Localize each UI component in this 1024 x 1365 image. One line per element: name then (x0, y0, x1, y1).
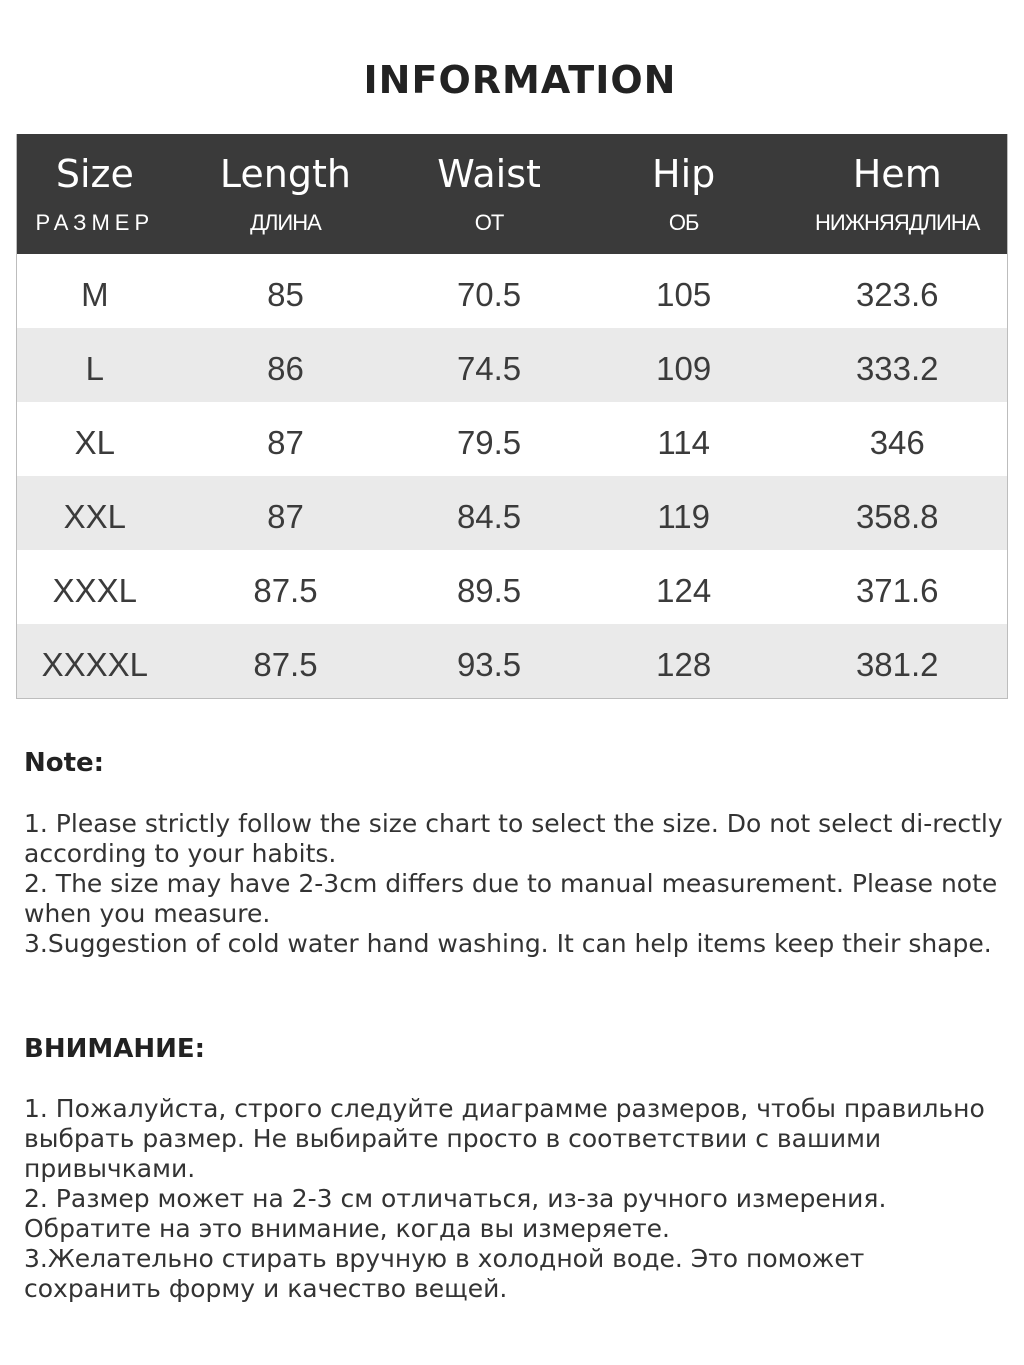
cell-waist: 84.5 (456, 498, 522, 535)
header-hip-label-ru: ОБ (668, 210, 699, 235)
table-row (17, 476, 1007, 550)
cell-waist: 79.5 (456, 424, 522, 461)
size-chart-table (16, 134, 1008, 699)
note-ru-item-1: 1. Пожалуйста, строго следуйте диаграмме размеров, чтобы правильно выбрать размер. Не выбирайте просто в соответствии с вашими привычками. (24, 1094, 985, 1183)
note-body-ru (24, 1094, 1009, 1304)
cell-hem: 381.2 (855, 646, 939, 683)
cell-length: 86 (267, 350, 304, 387)
cell-length: 87.5 (253, 646, 318, 683)
table-row (17, 624, 1007, 698)
cell-length: 85 (267, 276, 304, 313)
cell-hip: 114 (657, 424, 710, 461)
cell-length: 87.5 (253, 572, 318, 609)
table-row (17, 328, 1007, 402)
cell-length: 87 (267, 498, 304, 535)
cell-hip: 119 (657, 498, 710, 535)
note-heading-en: Note: (24, 748, 105, 778)
header-hip-label: Hip (652, 152, 716, 196)
header-hem (787, 134, 1007, 254)
cell-size: XXL (63, 498, 127, 535)
cell-size: M (81, 276, 109, 313)
header-length (173, 134, 399, 254)
header-length-label-ru: ДЛИНА (250, 210, 321, 235)
cell-size: XXXL (52, 572, 138, 609)
cell-size: L (85, 350, 105, 387)
note-ru-item-2: 2. Размер может на 2-3 см отличаться, из-за ручного измерения. Обратите на это внимание, когда вы измеряете. (24, 1184, 887, 1243)
note-en-item-1: 1. Please strictly follow the size chart to select the size. Do not select di-rectly according to your habits. (24, 809, 1003, 868)
cell-size: XL (74, 424, 116, 461)
page-title: INFORMATION (363, 58, 677, 102)
header-size-label-ru: РАЗМЕР (35, 210, 155, 235)
cell-length: 87 (267, 424, 304, 461)
header-hem-label: Hem (852, 152, 942, 196)
header-size-label: Size (55, 152, 134, 196)
cell-hip: 124 (656, 572, 712, 609)
cell-size: XXXXL (41, 646, 149, 683)
cell-hem: 333.2 (855, 350, 939, 387)
cell-hem: 346 (869, 424, 925, 461)
header-waist-label-ru: ОТ (474, 210, 504, 235)
cell-waist: 74.5 (456, 350, 522, 387)
note-body-en (24, 809, 1009, 959)
header-waist (398, 134, 580, 254)
cell-hip: 109 (656, 350, 712, 387)
cell-hem: 323.6 (855, 276, 939, 313)
header-waist-label: Waist (437, 152, 541, 196)
cell-waist: 89.5 (456, 572, 522, 609)
cell-hip: 105 (656, 276, 712, 313)
note-ru-item-3: 3.Желательно стирать вручную в холодной воде. Это поможет сохранить форму и качество вещей. (24, 1244, 865, 1303)
cell-waist: 93.5 (456, 646, 522, 683)
note-heading-ru: ВНИМАНИЕ: (24, 1034, 206, 1064)
note-en-item-2: 2. The size may have 2-3cm differs due to manual measurement. Please note when you measure. (24, 869, 998, 928)
header-size (17, 134, 173, 254)
header-length-label: Length (219, 152, 351, 196)
cell-hem: 371.6 (855, 572, 939, 609)
header-hip (580, 134, 788, 254)
table-header (17, 134, 1007, 254)
cell-hem: 358.8 (855, 498, 939, 535)
table-row (17, 402, 1007, 476)
table-row (17, 254, 1007, 328)
cell-waist: 70.5 (456, 276, 522, 313)
header-hem-label-ru: НИЖНЯЯДЛИНА (815, 210, 980, 235)
table-row (17, 550, 1007, 624)
note-en-item-3: 3.Suggestion of cold water hand washing. It can help items keep their shape. (24, 929, 992, 958)
cell-hip: 128 (656, 646, 712, 683)
